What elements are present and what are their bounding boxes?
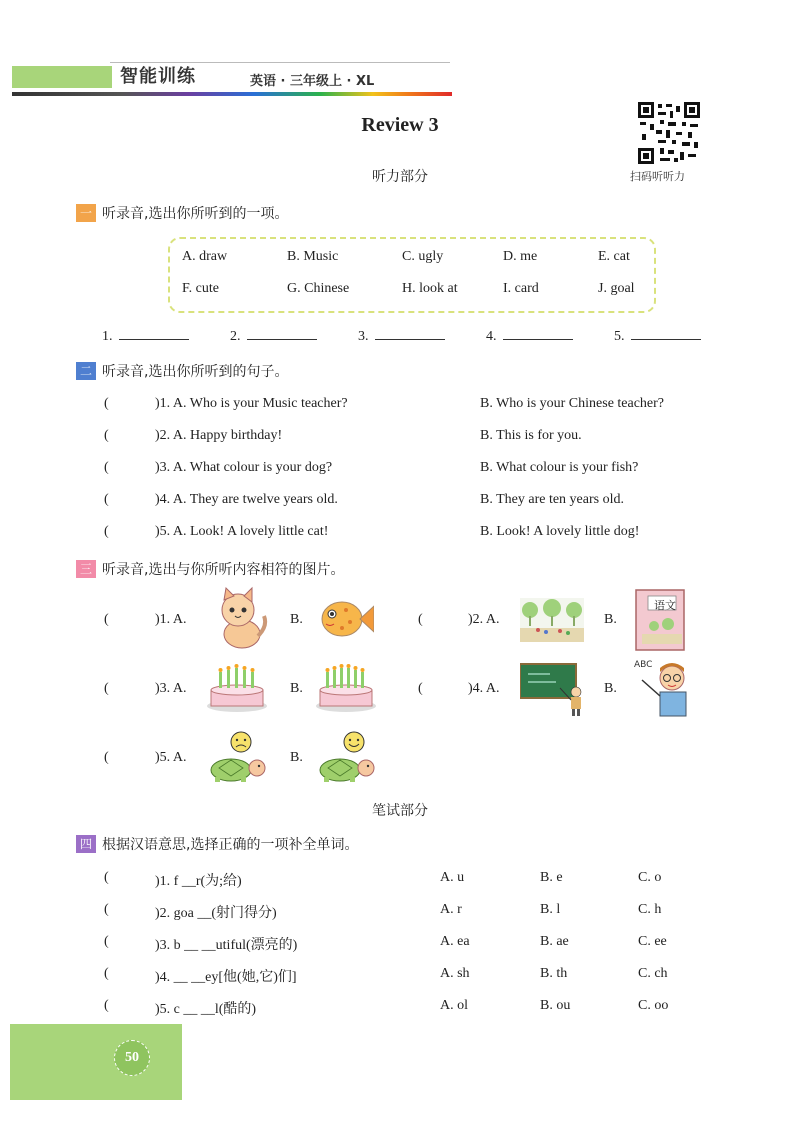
q3-item-5-label: )5. A. (155, 750, 187, 765)
q1-option-g: G. Chinese (287, 281, 350, 296)
q2-instruction: 听录音,选出你所听到的句子。 (102, 364, 289, 380)
q1-option-i: I. card (503, 281, 539, 296)
q4-item-1-a: A. u (440, 870, 465, 885)
q2-paren-1[interactable]: ( (104, 396, 109, 411)
q4-heading (76, 834, 358, 854)
q2-item-3-a: )3. A. What colour is your dog? (155, 460, 333, 475)
q2-item-2-b: B. This is for you. (480, 428, 582, 443)
q4-item-3-a: A. ea (440, 934, 470, 949)
answer-line[interactable] (503, 327, 573, 340)
q1-option-d: D. me (503, 249, 538, 264)
blank-number: 2. (230, 329, 241, 344)
q1-instruction: 听录音,选出你所听到的一项。 (102, 206, 289, 222)
q4-item-5-b: B. ou (540, 998, 571, 1013)
q3-item-4-label: )4. A. (468, 681, 500, 696)
q2-heading (76, 361, 288, 381)
blackboard-teacher-image[interactable] (520, 662, 586, 716)
q4-item-4-stem: )4. __ __ey[他(她,它)们] (155, 970, 297, 985)
blank-number: 5. (614, 329, 625, 344)
q1-option-c: C. ugly (402, 249, 444, 264)
q3-paren-2[interactable]: ( (418, 612, 423, 627)
fish-image[interactable] (318, 596, 374, 642)
q4-item-2-stem: )2. goa __(射门得分) (155, 906, 277, 921)
blank-number: 4. (486, 329, 497, 344)
footer-green-block (10, 1024, 182, 1100)
q4-instruction: 根据汉语意思,选择正确的一项补全单词。 (102, 837, 359, 853)
header-title: 智能训练 (120, 66, 196, 87)
q4-item-1-stem: )1. f __r(为;给) (155, 874, 242, 889)
q3-paren-5[interactable]: ( (104, 750, 109, 765)
q4-item-4-a: A. sh (440, 966, 470, 981)
q2-paren-2[interactable]: ( (104, 428, 109, 443)
header-subtitle: 英语 · 三年级上 · XL (250, 74, 375, 89)
q3-item-5-b: B. (290, 750, 303, 765)
q3-item-4-b: B. (604, 681, 617, 696)
q2-item-2-a: )2. A. Happy birthday! (155, 428, 283, 443)
q4-item-4-c: C. ch (638, 966, 668, 981)
q2-paren-3[interactable]: ( (104, 460, 109, 475)
qr-code-icon[interactable] (638, 102, 700, 164)
q4-paren-5[interactable]: ( (104, 998, 109, 1013)
q3-badge: 三 (76, 560, 96, 578)
q3-paren-1[interactable]: ( (104, 612, 109, 627)
q2-item-1-a: )1. A. Who is your Music teacher? (155, 396, 348, 411)
q4-paren-3[interactable]: ( (104, 934, 109, 949)
birthday-cake-a-image[interactable] (205, 662, 269, 714)
q1-option-j: J. goal (598, 281, 635, 296)
q3-item-3-b: B. (290, 681, 303, 696)
q4-item-5-c: C. oo (638, 998, 669, 1013)
answer-line[interactable] (119, 327, 189, 340)
q1-option-b: B. Music (287, 249, 339, 264)
q4-item-3-c: C. ee (638, 934, 667, 949)
q3-item-2-label: )2. A. (468, 612, 500, 627)
q4-paren-1[interactable]: ( (104, 870, 109, 885)
q3-item-1-b: B. (290, 612, 303, 627)
q2-item-4-a: )4. A. They are twelve years old. (155, 492, 338, 507)
blank-number: 1. (102, 329, 113, 344)
header-green-block (12, 66, 112, 88)
q3-paren-4[interactable]: ( (418, 681, 423, 696)
q4-item-4-b: B. th (540, 966, 568, 981)
q1-blank-4[interactable] (486, 327, 573, 345)
q4-item-3-stem: )3. b __ __utiful(漂亮的) (155, 938, 298, 953)
q1-blank-5[interactable] (614, 327, 701, 345)
q4-item-5-a: A. ol (440, 998, 468, 1013)
q2-item-4-b: B. They are ten years old. (480, 492, 624, 507)
q4-badge: 四 (76, 835, 96, 853)
q4-item-1-b: B. e (540, 870, 563, 885)
cat-image[interactable] (210, 586, 270, 652)
q2-item-1-b: B. Who is your Chinese teacher? (480, 396, 665, 411)
happy-turtle-image[interactable] (314, 730, 380, 784)
header-rainbow-line (12, 92, 452, 96)
q3-item-1-label: )1. A. (155, 612, 187, 627)
page-title: Review 3 (361, 114, 439, 136)
listening-section-heading: 听力部分 (372, 169, 428, 185)
q3-paren-3[interactable]: ( (104, 681, 109, 696)
q3-item-2-b: B. (604, 612, 617, 627)
q1-option-e: E. cat (598, 249, 630, 264)
q4-item-3-b: B. ae (540, 934, 569, 949)
q1-option-f: F. cute (182, 281, 219, 296)
q4-item-5-stem: )5. c __ __l(酷的) (155, 1002, 257, 1017)
writing-section-heading: 笔试部分 (372, 803, 428, 819)
q2-badge: 二 (76, 362, 96, 380)
q4-item-1-c: C. o (638, 870, 662, 885)
playground-image[interactable] (520, 598, 584, 642)
q4-item-2-c: C. h (638, 902, 662, 917)
page-number: 50 (114, 1040, 150, 1076)
q4-paren-2[interactable]: ( (104, 902, 109, 917)
q1-option-h: H. look at (402, 281, 458, 296)
q2-item-5-b: B. Look! A lovely little dog! (480, 524, 640, 539)
q1-blank-3[interactable] (358, 327, 445, 345)
q2-item-3-b: B. What colour is your fish? (480, 460, 639, 475)
answer-line[interactable] (247, 327, 317, 340)
q2-item-5-a: )5. A. Look! A lovely little cat! (155, 524, 329, 539)
q3-item-3-label: )3. A. (155, 681, 187, 696)
q4-paren-4[interactable]: ( (104, 966, 109, 981)
answer-line[interactable] (631, 327, 701, 340)
q2-paren-5[interactable]: ( (104, 524, 109, 539)
q3-instruction: 听录音,选出与你所听内容相符的图片。 (102, 562, 345, 578)
sad-turtle-image[interactable] (205, 730, 271, 784)
q3-heading (76, 559, 344, 579)
q1-blank-2[interactable] (230, 327, 317, 345)
q1-option-a: A. draw (182, 249, 228, 264)
q1-heading (76, 203, 288, 223)
blank-number: 3. (358, 329, 369, 344)
q1-blank-1[interactable] (102, 327, 189, 345)
birthday-cake-b-image[interactable] (314, 662, 378, 714)
answer-line[interactable] (375, 327, 445, 340)
q4-item-2-b: B. l (540, 902, 561, 917)
q4-item-2-a: A. r (440, 902, 462, 917)
board-text: ABC (634, 660, 653, 670)
q2-paren-4[interactable]: ( (104, 492, 109, 507)
qr-label: 扫码听听力 (630, 170, 685, 183)
q1-badge: 一 (76, 204, 96, 222)
book-cover-text: 语文 (654, 599, 676, 612)
